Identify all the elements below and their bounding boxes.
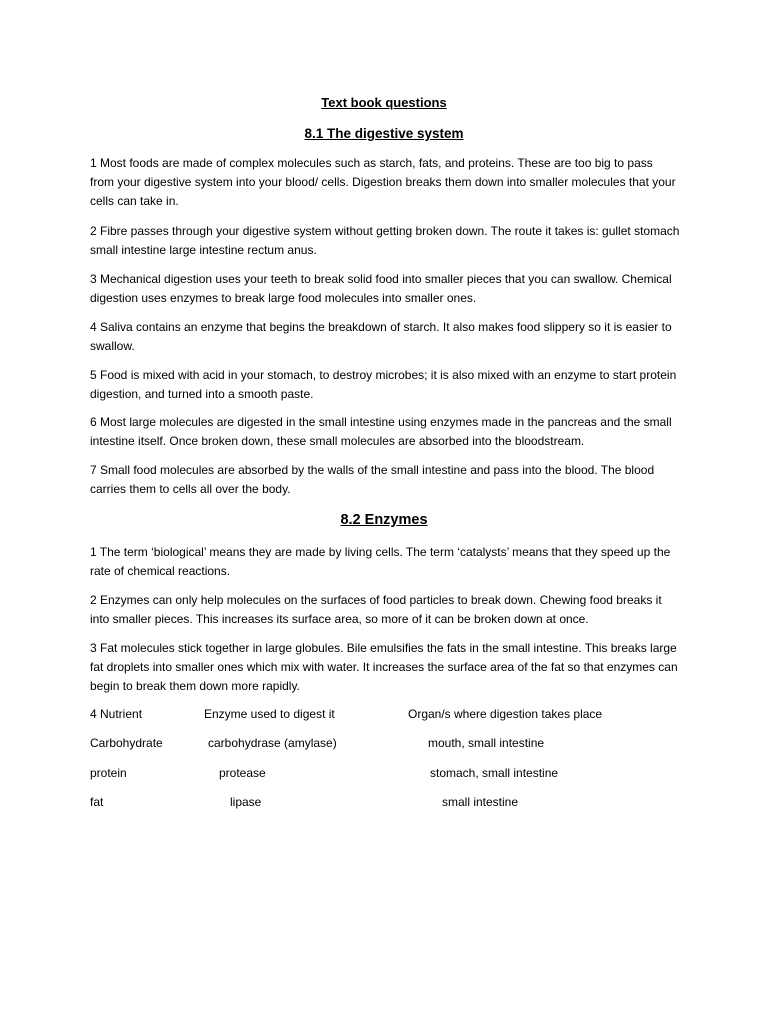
table-cell: small intestine [442,795,519,809]
table-cell: fat [90,795,104,809]
answer-8-2-q2: 2 Enzymes can only help molecules on the surfaces of food particles to break down. Chewing food breaks it into smaller pieces. This increases its surface area, so more of it can be broken down at once. [90,593,662,626]
table-cell: mouth, small intestine [428,736,545,750]
section-heading-enzymes: 8.2 Enzymes [340,512,428,528]
answer-8-1-q5: 5 Food is mixed with acid in your stomach, to destroy microbes; it is also mixed with an enzyme to start protein digestion, and turned into a smooth paste. [90,368,677,401]
table-cell: lipase [230,795,262,809]
table-row [0,793,768,812]
answer-8-1-q6: 6 Most large molecules are digested in the small intestine using enzymes made in the pancreas and the small intestine itself. Once broken down, these small molecules are absorbed into the bloodstream. [90,415,672,448]
table-cell: carbohydrase (amylase) [208,736,337,750]
answer-8-1-q1: 1 Most foods are made of complex molecules such as starch, fats, and proteins. These are too big to pass from your digestive system into your blood/ cells. Digestion breaks them down into smaller molecules that your cells can take in. [90,156,676,208]
table-header-cell: Enzyme used to digest it [204,707,335,721]
table-header-cell: Organ/s where digestion takes place [408,707,603,721]
page-title: Text book questions [321,95,447,110]
answer-8-1-q3: 3 Mechanical digestion uses your teeth to break solid food into smaller pieces that you can swallow. Chemical digestion uses enzymes to break large food molecules into smaller ones. [90,272,672,305]
table-cell: protein [90,766,127,780]
table-cell: protease [219,766,266,780]
answer-8-1-q4: 4 Saliva contains an enzyme that begins the breakdown of starch. It also makes food slippery so it is easier to swallow. [90,320,672,353]
table-row [0,764,768,783]
answer-8-1-q2: 2 Fibre passes through your digestive system without getting broken down. The route it takes is: gullet stomach small intestine large intestine rectum anus. [90,224,680,257]
table-header-cell: 4 Nutrient [90,707,143,721]
answer-8-2-q3: 3 Fat molecules stick together in large globules. Bile emulsifies the fats in the small intestine. This breaks large fat droplets into smaller ones which mix with water. It increases the surface area of the fat so that enzymes can begin to break them down more rapidly. [90,641,678,693]
table-cell: stomach, small intestine [430,766,559,780]
table-row [0,734,768,753]
nutrient-table-header [0,705,768,724]
answer-8-2-q1: 1 The term ‘biological’ means they are made by living cells. The term ‘catalysts’ means that they speed up the rate of chemical reactions. [90,545,671,578]
answer-8-1-q7: 7 Small food molecules are absorbed by the walls of the small intestine and pass into the blood. The blood carries them to cells all over the body. [90,463,655,496]
table-cell: Carbohydrate [90,736,163,750]
section-heading-digestive-system: 8.1 The digestive system [304,126,464,141]
